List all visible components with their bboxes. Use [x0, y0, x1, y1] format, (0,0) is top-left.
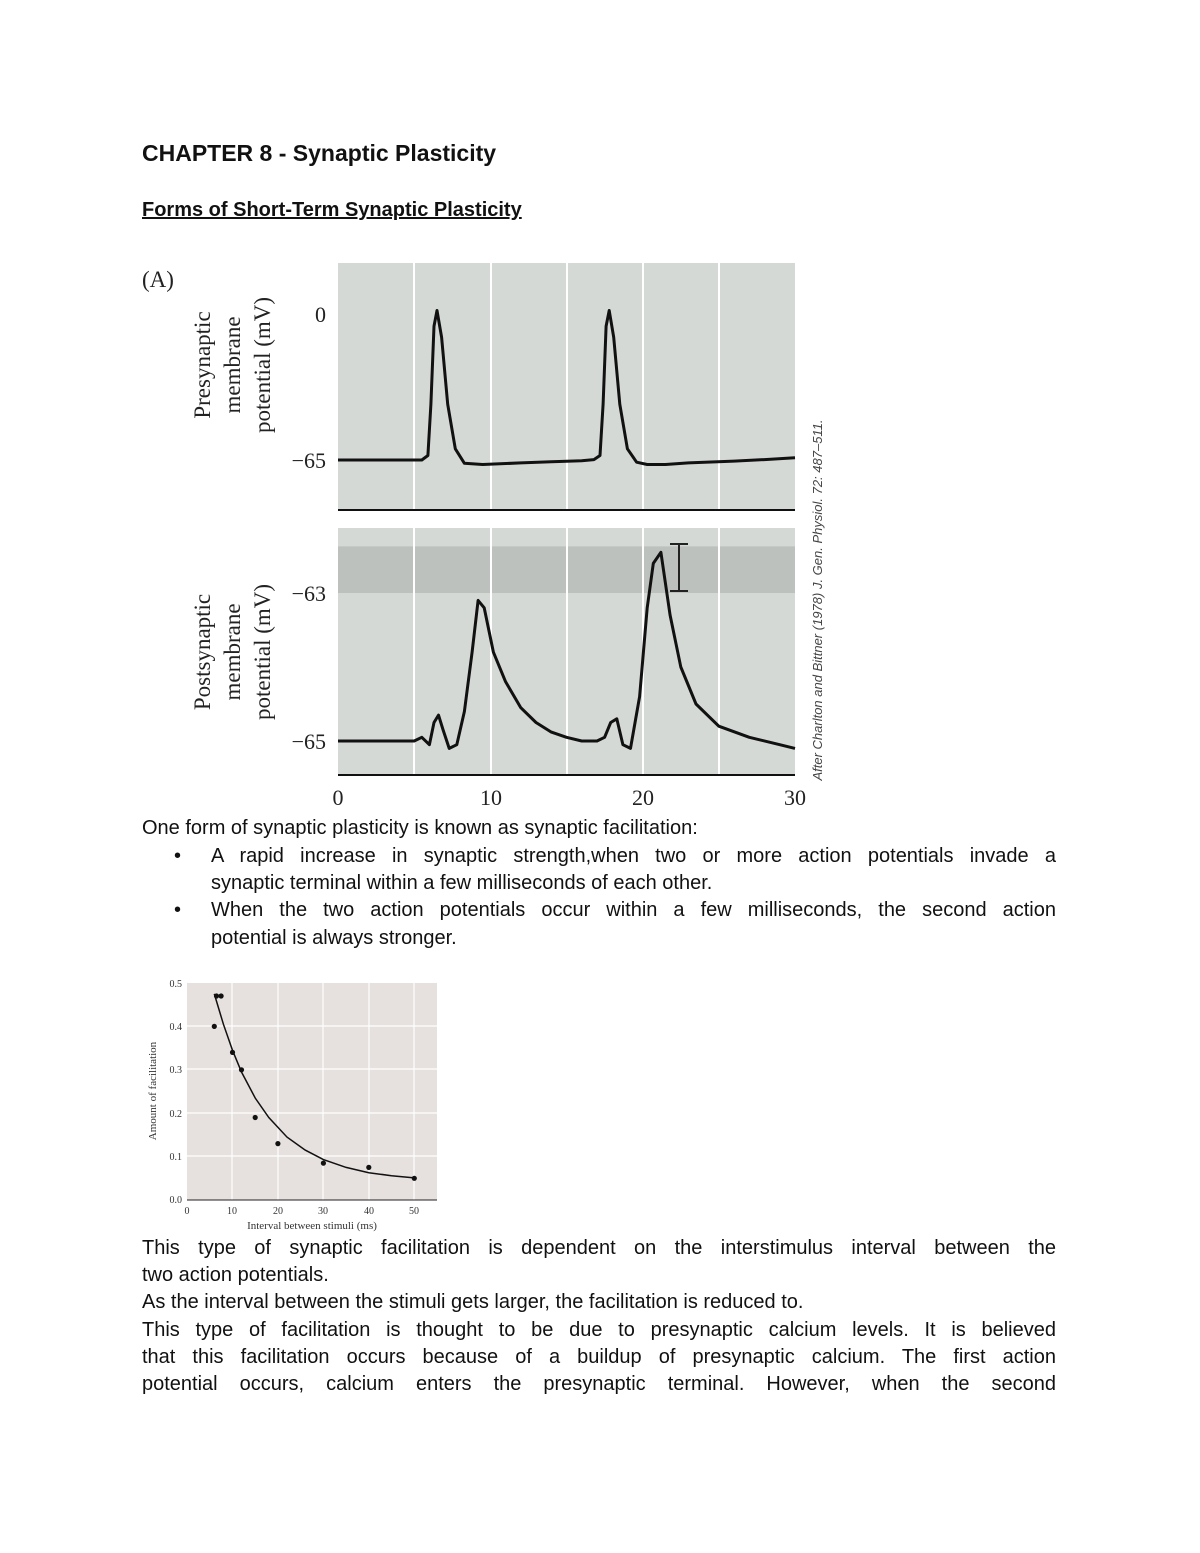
section-heading: Forms of Short-Term Synaptic Plasticity [142, 199, 522, 221]
presynaptic-ylabel-line3: potential (mV) [250, 296, 275, 434]
x-tick: 20 [273, 1206, 283, 1217]
data-point [253, 1115, 258, 1120]
panel-label: (A) [142, 267, 174, 292]
bullet-line: synaptic terminal within a few milliseconds of each other. [211, 872, 713, 895]
x-tick: 10 [227, 1206, 237, 1217]
bullet-line: potential is always stronger. [211, 926, 457, 949]
x-tick: 50 [409, 1206, 419, 1217]
x-tick: 30 [318, 1206, 328, 1217]
bullet-item [142, 897, 1056, 951]
data-point [239, 1067, 244, 1072]
x-tick-20: 20 [632, 785, 654, 810]
y-tick: 0.1 [169, 1152, 182, 1163]
bullet-marker: • [174, 845, 182, 867]
body-line: potential occurs, calcium enters the presynaptic terminal. However, when the second [142, 1373, 1056, 1396]
data-point [212, 1024, 217, 1029]
intro-text: One form of synaptic plasticity is known as synaptic facilitation: [142, 817, 698, 839]
y-tick: 0.0 [169, 1195, 182, 1206]
x-tick: 40 [364, 1206, 374, 1217]
chapter-title: CHAPTER 8 - Synaptic Plasticity [142, 140, 497, 166]
x-tick: 0 [184, 1206, 190, 1217]
bullet-line: When the two action potentials occur within a few milliseconds, the second action [211, 899, 1056, 922]
postsynaptic-ylabel-line1: Postsynaptic [190, 593, 215, 711]
data-point [230, 1050, 235, 1055]
presynaptic-tick-0: 0 [315, 302, 326, 327]
y-tick: 0.3 [169, 1065, 182, 1076]
membrane-potential-figure [142, 255, 832, 815]
data-point [321, 1161, 326, 1166]
body-line: This type of synaptic facilitation is dependent on the interstimulus interval between the [142, 1237, 1056, 1259]
y-axis-label: Amount of facilitation [147, 1041, 159, 1141]
presynaptic-tick-minus65: −65 [291, 448, 326, 473]
facilitation-chart [142, 970, 442, 1235]
y-tick: 0.4 [169, 1022, 182, 1033]
postsynaptic-ylabel-line2: membrane [220, 603, 245, 701]
data-point [412, 1176, 417, 1181]
bullet-item [142, 843, 1056, 897]
bullet-marker: • [174, 899, 182, 922]
body-paragraph [142, 1235, 1056, 1398]
facilitation-plot-area [187, 983, 437, 1200]
source-credit: After Charlton and Bittner (1978) J. Gen. Physiol. 72: 487–511. [810, 419, 825, 781]
data-point [275, 1141, 280, 1146]
body-line: two action potentials. [142, 1264, 329, 1287]
y-tick: 0.2 [169, 1109, 182, 1120]
x-tick-30: 30 [784, 785, 806, 810]
data-point [366, 1165, 371, 1170]
y-tick: 0.5 [169, 979, 182, 990]
postsynaptic-ylabel-line3: potential (mV) [250, 583, 275, 721]
x-tick-10: 10 [480, 785, 502, 810]
data-point [214, 993, 219, 998]
bullet-line: A rapid increase in synaptic strength,when two or more action potentials invade a [211, 845, 1056, 867]
presynaptic-ylabel-line1: Presynaptic [190, 311, 215, 419]
body-line: As the interval between the stimuli gets larger, the facilitation is reduced to. [142, 1291, 804, 1314]
x-axis-label: Interval between stimuli (ms) [247, 1220, 377, 1232]
presynaptic-ylabel-line2: membrane [220, 316, 245, 414]
postsynaptic-tick-minus65: −65 [291, 729, 326, 754]
postsynaptic-tick-minus63: −63 [291, 581, 326, 606]
x-tick-0: 0 [332, 785, 344, 810]
body-line: This type of facilitation is thought to be due to presynaptic calcium levels. It is believed [142, 1318, 1056, 1341]
data-point [219, 993, 224, 998]
bullet-list [142, 843, 1056, 952]
body-line: that this facilitation occurs because of a buildup of presynaptic calcium. The first action [142, 1345, 1056, 1368]
